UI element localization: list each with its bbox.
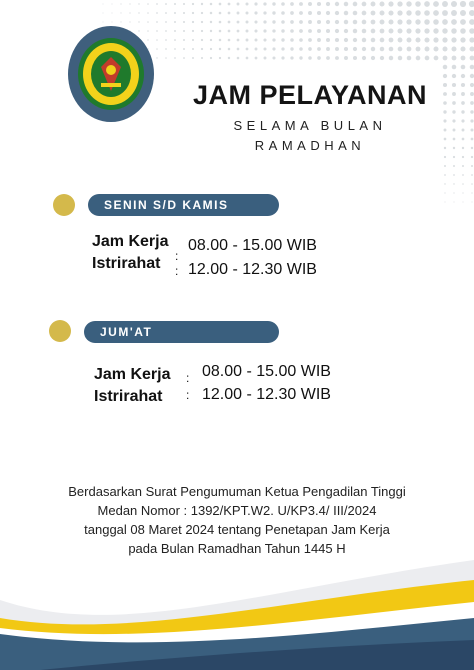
row-colon: : [175,264,179,278]
row-colon: : [175,249,179,263]
footer-line-1: Berdasarkan Surat Pengumuman Ketua Pengadilan Tinggi [68,484,406,499]
row-label-jam-kerja: Jam Kerja [94,366,171,383]
row-time-jam-kerja: 08.00 - 15.00 WIB [188,237,317,254]
footer-line-2: Medan Nomor : 1392/KPT.W2. U/KP3.4/ III/2024 [97,503,377,518]
bottom-wave-decoration [0,560,474,670]
row-label-istirahat: Istrirahat [94,388,163,405]
section-heading-senin-kamis: SENIN S/D KAMIS [88,194,279,216]
page-subtitle [200,116,420,156]
row-time-istirahat: 12.00 - 12.30 WIB [188,261,317,278]
court-emblem-logo [77,37,145,111]
subtitle-line-2: RAMADHAN [254,138,366,153]
section-bullet-dot [49,320,71,342]
footer-line-3: tanggal 08 Maret 2024 tentang Penetapan Jam Kerja [84,522,390,537]
row-colon: : [186,371,190,385]
row-label-jam-kerja: Jam Kerja [92,233,169,250]
footer-note [60,482,414,558]
subtitle-line-1: SELAMA BULAN [233,118,387,133]
row-colon: : [186,388,190,402]
section-heading-jumat: JUM'AT [84,321,279,343]
logo-circle [68,26,154,122]
page-title: JAM PELAYANAN [192,80,428,110]
row-time-jam-kerja: 08.00 - 15.00 WIB [202,363,331,380]
row-label-istirahat: Istrirahat [92,255,161,272]
footer-line-4: pada Bulan Ramadhan Tahun 1445 H [128,541,346,556]
section-bullet-dot [53,194,75,216]
row-time-istirahat: 12.00 - 12.30 WIB [202,386,331,403]
